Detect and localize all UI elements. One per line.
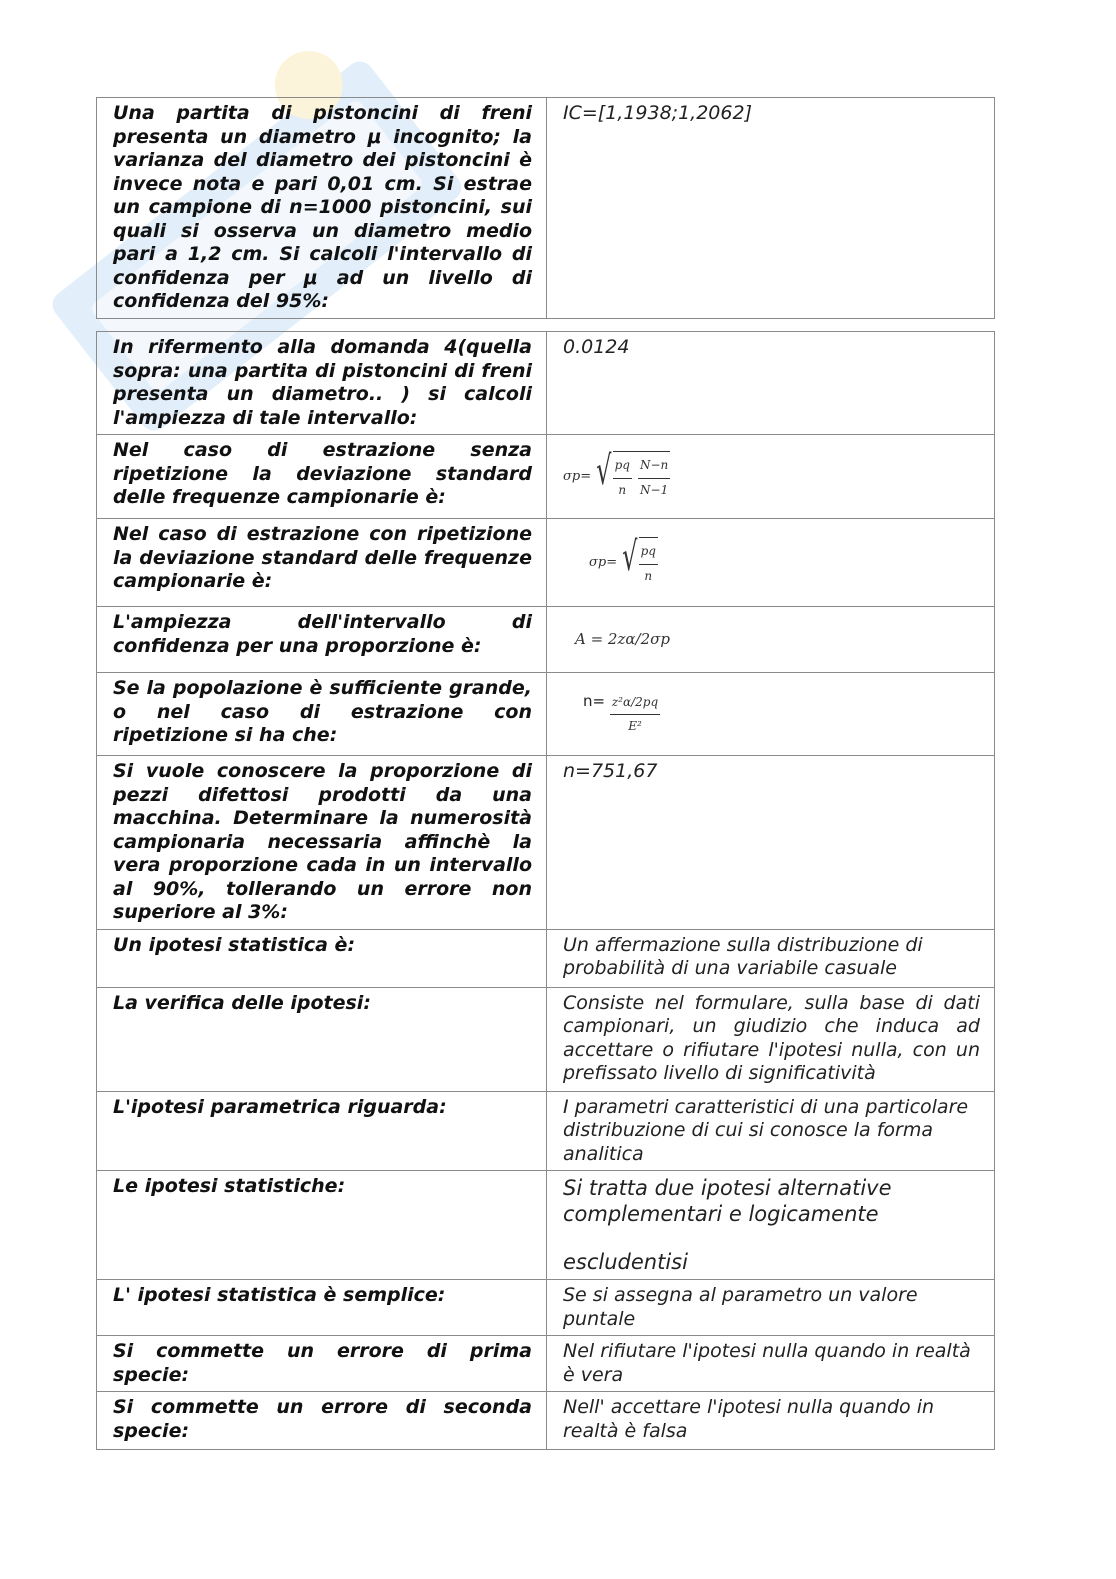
table-row — [97, 435, 995, 519]
answer-cell: Nel rifiutare l'ipotesi nulla quando in realtà è vera — [547, 1336, 995, 1392]
formula-num: N−n — [638, 454, 670, 479]
question-cell: L'ampiezza dell'intervallo di confidenza per una proporzione è: — [97, 607, 547, 673]
question-cell: Si commette un errore di prima specie: — [97, 1336, 547, 1392]
answer-cell: 0.0124 — [547, 332, 995, 435]
table-row — [97, 607, 995, 673]
formula-label: σp= — [589, 554, 618, 570]
table-row — [97, 519, 995, 607]
answer-cell — [547, 435, 995, 519]
formula-num: z²α/2pq — [610, 691, 660, 716]
question-cell: Nel caso di estrazione senza ripetizione la deviazione standard delle frequenze campionarie è: — [97, 435, 547, 519]
question-cell: Nel caso di estrazione con ripetizione la deviazione standard delle frequenze campionarie è: — [97, 519, 547, 607]
question-cell: L'ipotesi parametrica riguarda: — [97, 1091, 547, 1171]
answer-cell — [547, 519, 995, 607]
table-confidence-interval — [96, 97, 995, 319]
question-cell: L' ipotesi statistica è semplice: — [97, 1280, 547, 1336]
answer-cell — [547, 673, 995, 756]
answer-text: escludentisi — [563, 1250, 688, 1274]
question-cell: Una partita di pistoncini di freni presenta un diametro μ incognito; la varianza del diametro dei pistoncini è invece nota e pari 0,01 cm. Si estrae un campione di n=1000 pistoncini, sui quali si osserva un diametro medio pari a 1,2 cm. Si calcoli l'intervallo di confidenza per μ ad un livello di confidenza del 95%: — [97, 98, 547, 319]
formula-label: n= — [583, 691, 606, 710]
formula-sigma-with-replacement — [589, 534, 658, 588]
formula-den: E² — [628, 719, 642, 733]
answer-cell: Consiste nel formulare, sulla base di dati campionari, un giudizio che induca ad accettare o rifiutare l'ipotesi nulla, con un prefissato livello di significatività — [547, 987, 995, 1091]
formula-den: n — [644, 568, 653, 583]
table-row — [97, 1091, 995, 1171]
formula-sample-size — [610, 691, 660, 739]
answer-cell: Un affermazione sulla distribuzione di probabilità di una variabile casuale — [547, 929, 995, 987]
formula-num: pq — [613, 454, 632, 479]
answer-cell: IC=[1,1938;1,2062] — [547, 98, 995, 319]
answer-cell: n=751,67 — [547, 756, 995, 930]
question-cell: In rifermento alla domanda 4(quella sopra: una partita di pistoncini di freni presenta un diametro.. ) si calcoli l'ampiezza di tale intervallo: — [97, 332, 547, 435]
formula-amplitude: A = 2zα/2σp — [575, 630, 670, 649]
table-row — [97, 929, 995, 987]
table-row — [97, 756, 995, 930]
formula-den: n — [618, 482, 627, 497]
table-row — [97, 1280, 995, 1336]
formula-num: pq — [639, 540, 658, 565]
formula-label: σp= — [563, 468, 592, 484]
table-row — [97, 673, 995, 756]
table-row — [97, 1392, 995, 1450]
answer-cell: Se si assegna al parametro un valore puntale — [547, 1280, 995, 1336]
question-cell: Si commette un errore di seconda specie: — [97, 1392, 547, 1450]
answer-cell: Nell' accettare l'ipotesi nulla quando in realtà è falsa — [547, 1392, 995, 1450]
table-row — [97, 98, 995, 319]
table-row — [97, 987, 995, 1091]
answer-cell — [547, 1171, 995, 1280]
answer-cell: I parametri caratteristici di una particolare distribuzione di cui si conosce la forma analitica — [547, 1091, 995, 1171]
sqrt-symbol: √ $\frac{pq}{n}$ $\frac{N-n}{N-1}$ — [591, 451, 670, 502]
table-row — [97, 1171, 995, 1280]
answer-cell — [547, 607, 995, 673]
formula-sigma-without-replacement — [563, 448, 670, 502]
question-cell: Le ipotesi statistiche: — [97, 1171, 547, 1280]
sqrt-symbol: √ $\frac{pq}{n}$ — [617, 537, 658, 588]
formula-den: N−1 — [640, 482, 669, 497]
table-row — [97, 1336, 995, 1392]
table-questions — [96, 331, 995, 1450]
question-cell: La verifica delle ipotesi: — [97, 987, 547, 1091]
question-cell: Si vuole conoscere la proporzione di pezzi difettosi prodotti da una macchina. Determinare la numerosità campionaria necessaria affinchè la vera proporzione cada in un intervallo al 90%, tollerando un errore non superiore al 3%: — [97, 756, 547, 930]
answer-text: Si tratta due ipotesi alternative complementari e logicamente — [563, 1176, 892, 1226]
question-cell: Se la popolazione è sufficiente grande, o nel caso di estrazione con ripetizione si ha che: — [97, 673, 547, 756]
table-row — [97, 332, 995, 435]
question-cell: Un ipotesi statistica è: — [97, 929, 547, 987]
